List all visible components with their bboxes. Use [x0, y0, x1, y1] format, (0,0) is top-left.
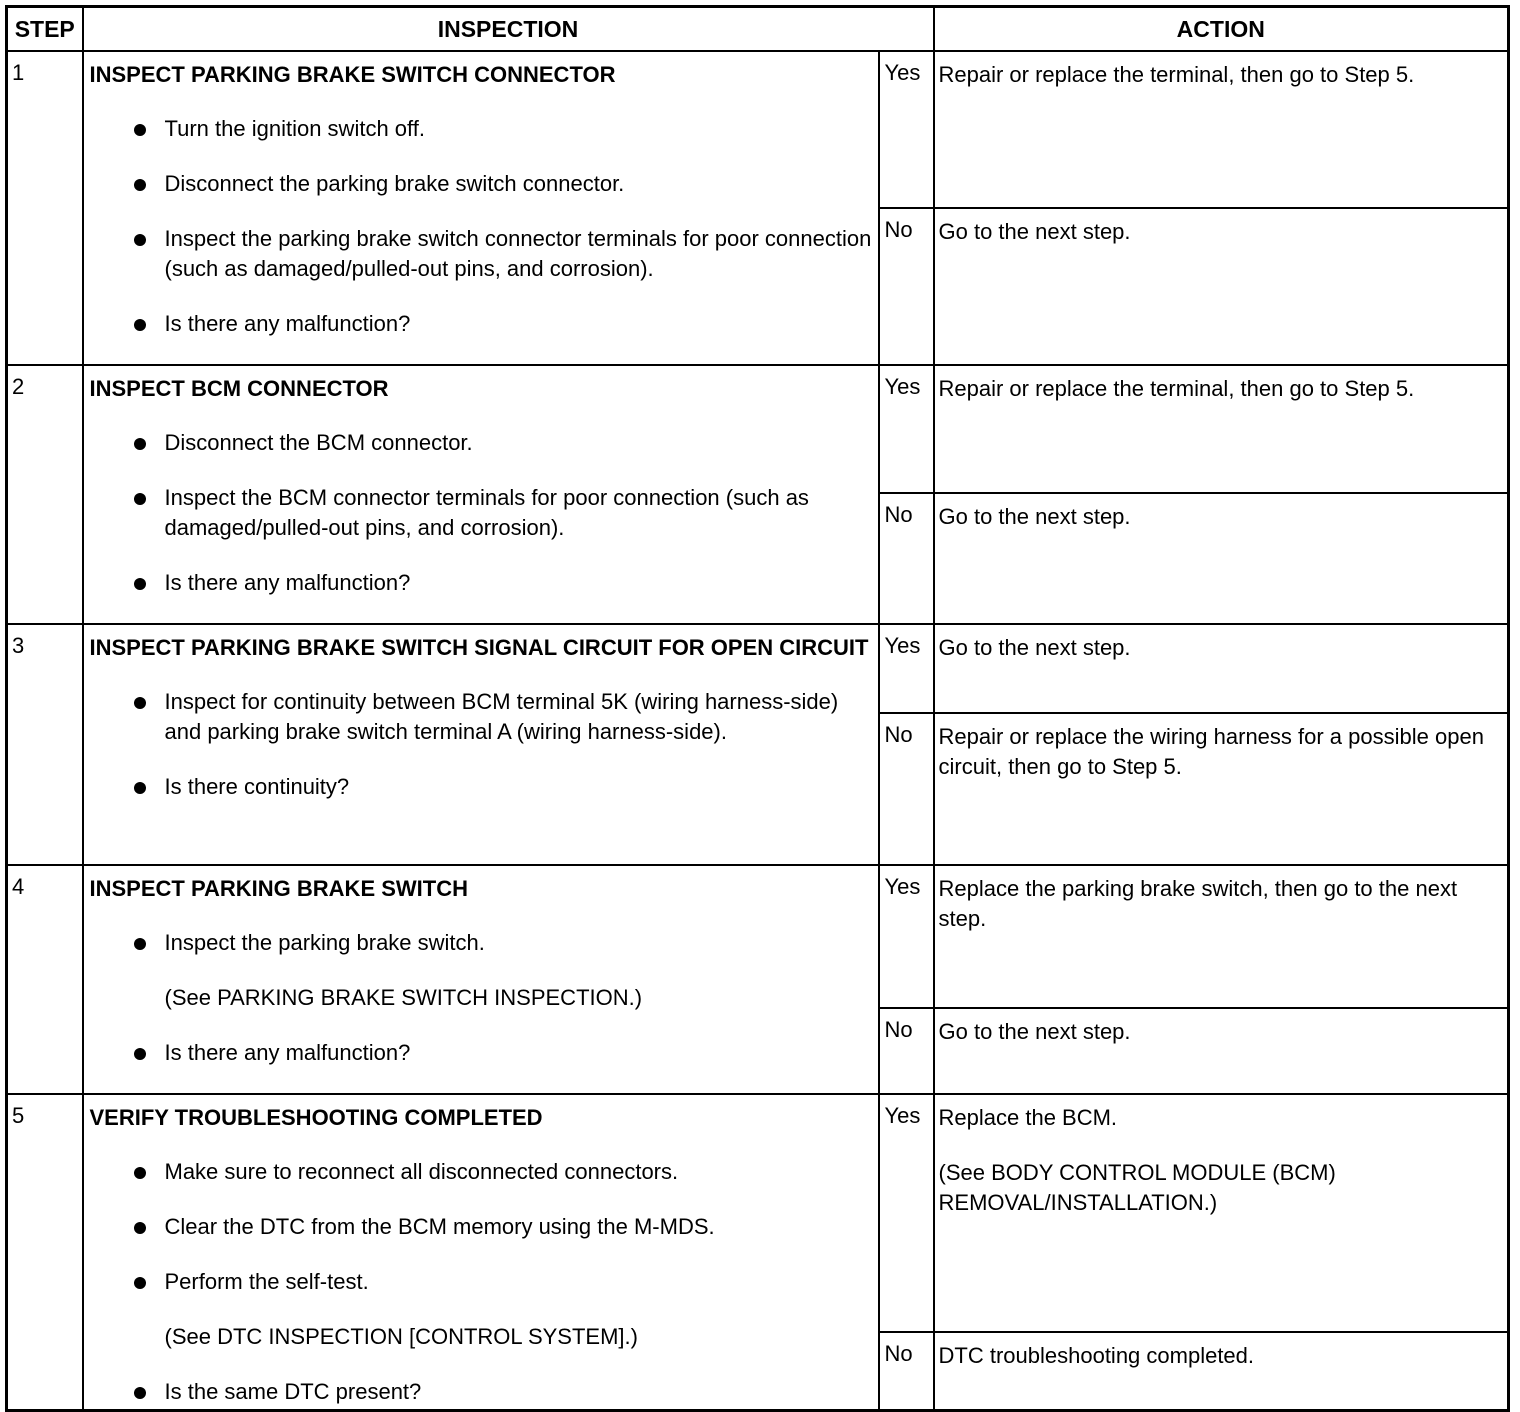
reference-note: (See PARKING BRAKE SWITCH INSPECTION.): [164, 985, 643, 1010]
step-title: INSPECT PARKING BRAKE SWITCH SIGNAL CIRCUIT FOR OPEN CIRCUIT: [89, 635, 869, 660]
bullet-icon: [134, 1387, 146, 1399]
bullet-icon: [134, 319, 146, 331]
step-title: INSPECT BCM CONNECTOR: [89, 376, 389, 401]
bullet-icon: [134, 578, 146, 590]
no-action: Repair or replace the wiring harness for a possible open circuit, then go to Step 5.: [934, 713, 1509, 865]
bullet-icon: [134, 782, 146, 794]
yes-label: Yes: [879, 865, 934, 1008]
step-1-yes-row: [7, 51, 1509, 208]
inspection-item: Inspect the parking brake switch.: [90, 928, 872, 958]
inspection-item: Inspect the BCM connector terminals for poor connection (such as damaged/pulled-out pins, and corrosion).: [90, 483, 872, 543]
troubleshooting-table: [5, 5, 1510, 1412]
inspection-item: Is there any malfunction?: [90, 309, 872, 339]
no-action: DTC troubleshooting completed.: [934, 1332, 1509, 1410]
inspection-item: Inspect for continuity between BCM terminal 5K (wiring harness-side) and parking brake switch terminal A (wiring harness-side).: [90, 687, 872, 747]
inspection-item: Perform the self-test.: [90, 1267, 872, 1297]
bullet-icon: [134, 1277, 146, 1289]
yes-action: Replace the parking brake switch, then go to the next step.: [934, 865, 1509, 1008]
bullet-icon: [134, 124, 146, 136]
step-5-yes-row: [7, 1094, 1509, 1332]
inspection-item: Make sure to reconnect all disconnected connectors.: [90, 1157, 872, 1187]
bullet-icon: [134, 938, 146, 950]
no-action: Go to the next step.: [934, 208, 1509, 365]
inspection-item: Is the same DTC present?: [90, 1377, 872, 1407]
no-label: No: [879, 1008, 934, 1094]
no-action: Go to the next step.: [934, 493, 1509, 624]
yes-action: Go to the next step.: [934, 624, 1509, 713]
step-3-yes-row: [7, 624, 1509, 713]
bullet-icon: [134, 234, 146, 246]
inspection-item: Clear the DTC from the BCM memory using the M-MDS.: [90, 1212, 872, 1242]
yes-label: Yes: [879, 1094, 934, 1332]
step-number: 4: [7, 865, 83, 1094]
step-number: 5: [7, 1094, 83, 1410]
step-inspection: [83, 624, 879, 865]
inspection-item: Inspect the parking brake switch connector terminals for poor connection (such as damaged/pulled-out pins, and corrosion).: [90, 224, 872, 284]
bullet-icon: [134, 1222, 146, 1234]
step-number: 2: [7, 365, 83, 624]
no-action: Go to the next step.: [934, 1008, 1509, 1094]
header-inspection: INSPECTION: [83, 7, 934, 52]
inspection-item: Is there any malfunction?: [90, 1038, 872, 1068]
no-label: No: [879, 1332, 934, 1410]
step-2-yes-row: [7, 365, 1509, 493]
step-inspection: [83, 365, 879, 624]
bullet-icon: [134, 179, 146, 191]
yes-action: Replace the BCM. (See BODY CONTROL MODULE (BCM) REMOVAL/INSTALLATION.): [934, 1094, 1509, 1332]
header-step: STEP: [7, 7, 83, 52]
yes-action: Repair or replace the terminal, then go to Step 5.: [934, 365, 1509, 493]
step-number: 1: [7, 51, 83, 365]
header-row: [7, 7, 1509, 52]
step-title: INSPECT PARKING BRAKE SWITCH CONNECTOR: [89, 62, 616, 87]
inspection-item: Disconnect the parking brake switch connector.: [90, 169, 872, 199]
step-inspection: [83, 1094, 879, 1410]
step-number: 3: [7, 624, 83, 865]
yes-label: Yes: [879, 624, 934, 713]
bullet-icon: [134, 493, 146, 505]
inspection-item: Turn the ignition switch off.: [90, 114, 872, 144]
inspection-item: Is there any malfunction?: [90, 568, 872, 598]
yes-action: Repair or replace the terminal, then go to Step 5.: [934, 51, 1509, 208]
step-inspection: [83, 865, 879, 1094]
step-title: INSPECT PARKING BRAKE SWITCH: [89, 876, 468, 901]
bullet-icon: [134, 697, 146, 709]
no-label: No: [879, 493, 934, 624]
no-label: No: [879, 713, 934, 865]
reference-note: (See DTC INSPECTION [CONTROL SYSTEM].): [164, 1324, 638, 1349]
inspection-item: Disconnect the BCM connector.: [90, 428, 872, 458]
step-inspection: [83, 51, 879, 365]
bullet-icon: [134, 438, 146, 450]
header-action: ACTION: [934, 7, 1509, 52]
bullet-icon: [134, 1167, 146, 1179]
bullet-icon: [134, 1048, 146, 1060]
step-4-yes-row: [7, 865, 1509, 1008]
inspection-item: Is there continuity?: [90, 772, 872, 802]
step-title: VERIFY TROUBLESHOOTING COMPLETED: [89, 1105, 543, 1130]
no-label: No: [879, 208, 934, 365]
yes-label: Yes: [879, 51, 934, 208]
yes-label: Yes: [879, 365, 934, 493]
